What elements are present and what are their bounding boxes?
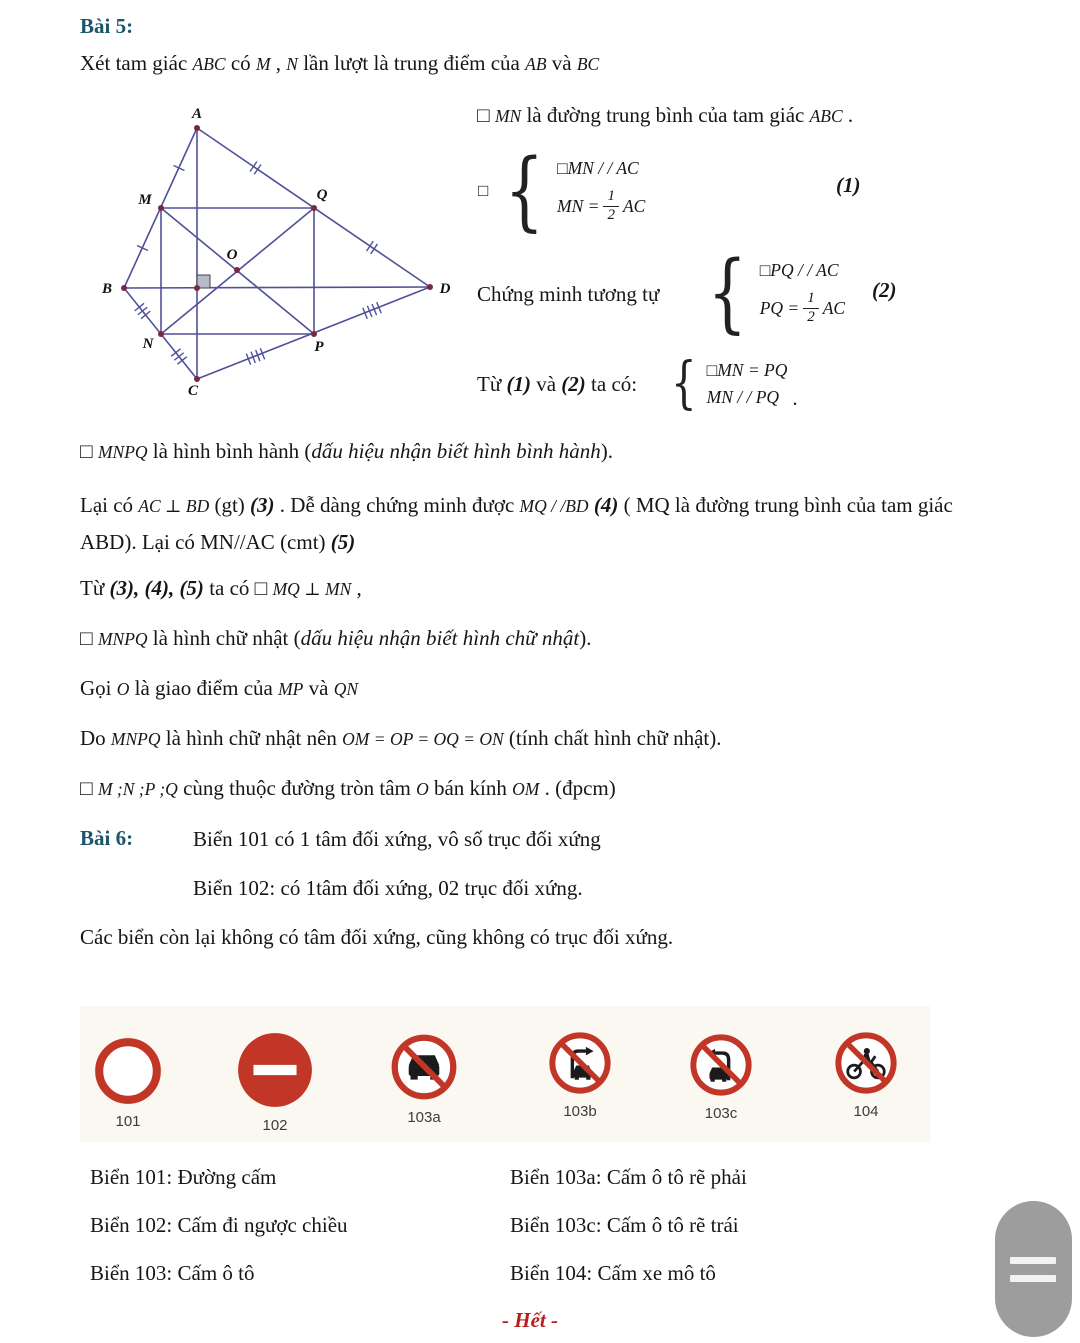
implies-box-icon: □ [478, 181, 489, 200]
geometry-diagram [85, 100, 475, 415]
end-marker: - Hết - [502, 1308, 558, 1332]
formula-2 [700, 243, 846, 343]
bai6-line1: Biển 101 có 1 tâm đối xứng, vô số trục đối xứng [193, 827, 601, 851]
svg-text:Q: Q [316, 187, 328, 203]
caption-103: Biển 103: Cấm ô tô [90, 1261, 255, 1285]
paragraph-do: Do MNPQ là hình chữ nhật nên OM = OP = OQ = ON (tính chất hình chữ nhật). [80, 726, 722, 750]
caption-103c: Biển 103c: Cấm ô tô rẽ trái [510, 1213, 739, 1237]
sign-104-label: 104 [853, 1103, 879, 1120]
paragraph-goi: Gọi O là giao điểm của MP và QN [80, 676, 359, 700]
paragraph-hcn: □ MNPQ là hình chữ nhật (dấu hiệu nhận biết hình chữ nhật). [80, 626, 592, 650]
caption-104: Biển 104: Cấm xe mô tô [510, 1261, 716, 1285]
sign-101 [92, 1035, 164, 1130]
bai6-line3: Các biển còn lại không có tâm đối xứng, cũng không có trục đối xứng. [80, 925, 674, 949]
svg-text:D: D [439, 281, 451, 297]
bai6-line2: Biển 102: có 1tâm đối xứng, 02 trục đối xứng. [193, 876, 583, 900]
cm-tuong-tu-text: Chứng minh tương tự [477, 282, 660, 306]
caption-102: Biển 102: Cấm đi ngược chiều [90, 1213, 348, 1237]
tu-1-2-text: Từ (1) và (2) ta có: [477, 372, 638, 396]
no-car-icon [388, 1031, 460, 1103]
formula-2-line-2 [760, 290, 845, 326]
sign-104 [832, 1029, 900, 1120]
formula-2-rhs: AC [822, 297, 846, 318]
no-right-turn-car-icon [546, 1029, 614, 1097]
no-left-turn-car-icon [687, 1031, 755, 1099]
traffic-signs-strip [80, 1006, 930, 1142]
caption-103a: Biển 103a: Cấm ô tô rẽ phải [510, 1165, 747, 1189]
handle-bar-icon [1010, 1257, 1056, 1264]
formula-2-line-1: □PQ / / AC [759, 260, 839, 281]
tag-2: (2) [872, 278, 897, 302]
formula-1-line-2 [557, 188, 645, 224]
mn-midline-statement: □ MN là đường trung bình của tam giác ABC . [477, 103, 854, 127]
fraction-denominator: 2 [807, 308, 815, 325]
no-entry-icon [234, 1029, 316, 1111]
tag-1: (1) [836, 173, 861, 197]
formula-3 [666, 351, 798, 416]
sign-103a-label: 103a [407, 1109, 441, 1126]
svg-text:A: A [191, 106, 203, 122]
svg-text:M: M [138, 192, 152, 208]
formula-3-period: . [792, 386, 798, 411]
bai5-heading: Bài 5: [80, 14, 134, 38]
left-brace: { [670, 351, 697, 416]
no-motorcycle-icon [832, 1029, 900, 1097]
fraction-one-half [803, 290, 819, 326]
svg-text:N: N [142, 336, 154, 352]
handle-bar-icon [1010, 1275, 1056, 1282]
formula-3-line-1: □MN = PQ [706, 360, 788, 380]
formula-1-lhs: MN = [557, 195, 600, 216]
sign-103c-label: 103c [704, 1105, 738, 1122]
formula-1-line-1: □MN / / AC [557, 158, 639, 179]
formula-1-rhs: AC [622, 195, 646, 216]
fraction-numerator: 1 [603, 188, 619, 206]
paragraph-circle: □ M ;N ;P ;Q cùng thuộc đường tròn tâm O bán kính OM . (đpcm) [80, 776, 616, 800]
formula-1 [478, 141, 646, 241]
svg-text:P: P [314, 339, 324, 355]
sign-103c [687, 1031, 755, 1122]
paragraph-laico: Lại có AC ⊥ BD (gt) (3) . Dễ dàng chứng minh được MQ / /BD (4) ( MQ là đường trung bình của tam giác ABD). Lại có MN//AC (cmt) (5) [80, 493, 953, 554]
sign-103b-label: 103b [563, 1103, 597, 1120]
fraction-denominator: 2 [607, 206, 615, 223]
intro-paragraph: Xét tam giác ABC có M , N lần lượt là trung điểm của AB và BC [80, 51, 600, 75]
sign-103b [546, 1029, 614, 1120]
left-brace: { [707, 243, 748, 343]
sign-103a [388, 1031, 460, 1126]
paragraph-tu345: Từ (3), (4), (5) ta có □ MQ ⊥ MN , [80, 576, 362, 600]
fraction-numerator: 1 [803, 290, 819, 308]
sign-102 [234, 1029, 316, 1134]
formula-2-lhs: PQ = [759, 297, 800, 318]
prohibition-ring-icon [92, 1035, 164, 1107]
sign-102-label: 102 [262, 1117, 288, 1134]
paragraph-hbh: □ MNPQ là hình bình hành (dấu hiệu nhận biết hình bình hành). [80, 439, 613, 463]
formula-3-line-2: MN / / PQ [706, 387, 780, 407]
sign-101-label: 101 [115, 1113, 141, 1130]
svg-text:C: C [187, 383, 199, 399]
fraction-one-half [603, 188, 619, 224]
svg-text:B: B [101, 281, 113, 297]
svg-text:O: O [226, 247, 238, 263]
caption-101: Biển 101: Đường cấm [90, 1165, 277, 1189]
left-brace: { [504, 141, 545, 241]
scroll-handle[interactable] [995, 1201, 1072, 1337]
bai6-heading: Bài 6: [80, 826, 134, 850]
